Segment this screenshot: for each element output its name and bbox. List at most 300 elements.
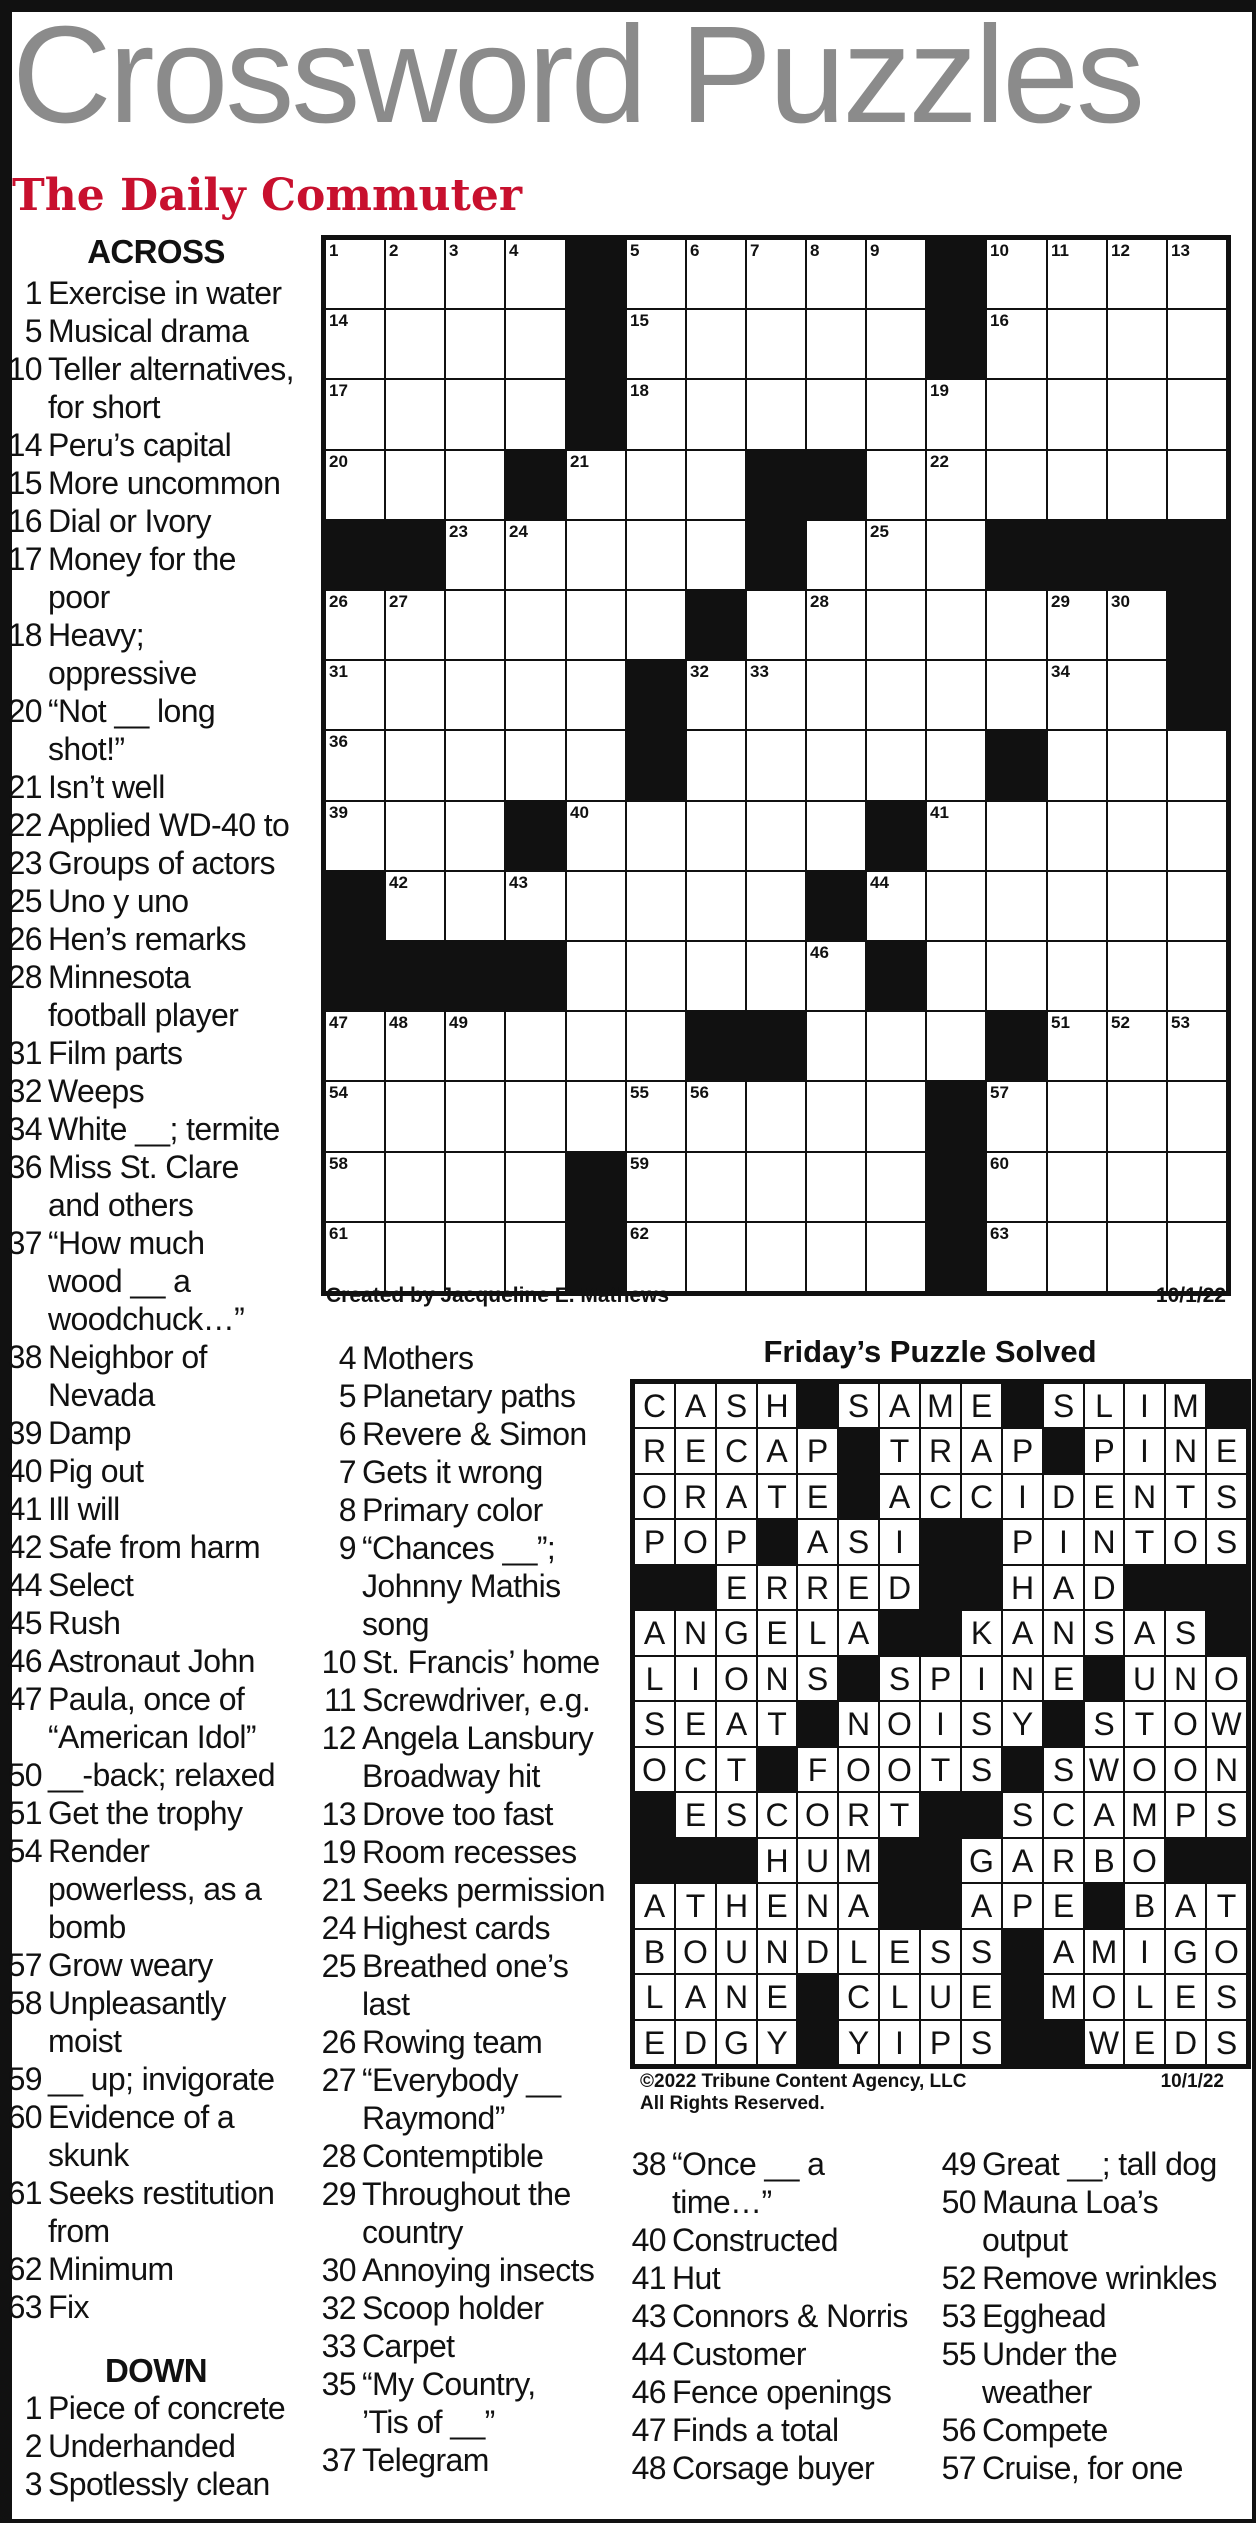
solution-cell [676,1429,715,1473]
grid-cell[interactable] [506,1082,565,1151]
grid-cell[interactable] [867,661,925,729]
grid-cell[interactable] [386,380,444,449]
grid-cell[interactable] [687,802,745,870]
grid-cell[interactable] [386,731,444,800]
clue-line [6,1148,239,1186]
solution-cell [1207,1429,1246,1473]
grid-cell[interactable] [1048,591,1106,659]
grid-cell[interactable] [1168,240,1226,308]
grid-cell[interactable] [987,872,1046,940]
solution-letter: I [895,1524,904,1560]
grid-cell[interactable] [687,380,745,449]
grid-cell[interactable] [1048,942,1106,1010]
grid-cell[interactable] [567,591,625,659]
clue-number: 1 [24,275,42,311]
solution-cell [1166,1475,1205,1518]
clue-text: Throughout the [362,2176,571,2212]
clue-line [628,2145,824,2183]
grid-cell[interactable] [867,872,925,940]
grid-cell[interactable] [1108,942,1166,1010]
grid-cell[interactable] [1168,310,1226,378]
grid-cell[interactable] [326,310,384,378]
grid-cell[interactable] [807,1223,865,1291]
grid-cell[interactable] [386,661,444,729]
grid-cell[interactable] [506,731,565,800]
grid-cell[interactable] [627,1082,685,1151]
grid-cell[interactable] [446,591,504,659]
grid-cell[interactable] [927,661,985,729]
grid-cell[interactable] [446,1012,504,1080]
grid-cell[interactable] [506,380,565,449]
clue-line [6,1452,143,1490]
clue-number: 2 [24,2428,42,2464]
grid-cell[interactable] [386,802,444,870]
solution-letter: O [1173,1706,1198,1742]
grid-cell[interactable] [1048,240,1106,308]
grid-cell[interactable] [747,240,805,308]
grid-cell[interactable] [687,310,745,378]
clue-text: Nevada [48,1377,155,1413]
clue-text: Uno y uno [48,883,189,919]
cell-number: 47 [329,1013,348,1032]
clue-line [6,1984,226,2022]
clue-number: 62 [7,2251,42,2287]
clue-text: “Once __ a [672,2146,825,2182]
grid-cell[interactable] [687,872,745,940]
grid-cell[interactable] [446,1153,504,1221]
grid-cell[interactable] [867,1082,925,1151]
grid-cell[interactable] [1168,802,1226,870]
grid-cell[interactable] [807,1082,865,1151]
grid-cell[interactable] [987,240,1046,308]
grid-cell[interactable] [446,310,504,378]
grid-cell[interactable] [747,942,805,1010]
clue-text: Applied WD-40 to [48,807,290,843]
grid-cell[interactable] [446,802,504,870]
grid-cell[interactable] [867,380,925,449]
grid-cell[interactable] [927,451,985,519]
clue-line [6,1338,207,1376]
grid-cell[interactable] [1108,451,1166,519]
grid-cell[interactable] [326,380,384,449]
solution-cell [635,1429,674,1473]
grid-cell[interactable] [867,591,925,659]
clue-line [6,2098,234,2136]
grid-cell[interactable] [446,1223,504,1291]
grid-cell[interactable] [326,1082,384,1151]
grid-cell[interactable] [386,451,444,519]
grid-cell[interactable] [1048,731,1106,800]
solution-black-square [1085,1657,1123,1700]
grid-cell[interactable] [987,451,1046,519]
grid-cell[interactable] [1048,802,1106,870]
solution-cell [635,1384,674,1427]
grid-cell[interactable] [326,451,384,519]
grid-cell[interactable] [747,1153,805,1221]
grid-cell[interactable] [1108,591,1166,659]
solution-black-square [962,1793,1001,1837]
grid-cell[interactable] [386,240,444,308]
grid-cell[interactable] [927,591,985,659]
grid-cell[interactable] [687,661,745,729]
grid-cell[interactable] [326,1223,384,1291]
grid-cell[interactable] [567,872,625,940]
grid-cell[interactable] [687,521,745,589]
grid-cell[interactable] [987,1082,1046,1151]
grid-cell[interactable] [927,380,985,449]
solution-letter: T [1134,1706,1155,1742]
solution-cell [880,1748,919,1791]
grid-cell[interactable] [627,942,685,1010]
grid-cell[interactable] [927,731,985,800]
grid-cell[interactable] [1108,661,1166,729]
solution-letter: S [1215,1479,1238,1515]
grid-cell[interactable] [1108,380,1166,449]
grid-cell[interactable] [446,521,504,589]
grid-cell[interactable] [927,1012,985,1080]
grid-cell[interactable] [987,1223,1046,1291]
grid-cell[interactable] [687,1082,745,1151]
grid-cell[interactable] [627,591,685,659]
solution-letter: U [1132,1661,1157,1697]
solution-cell [1166,1884,1205,1928]
grid-cell[interactable] [687,1153,745,1221]
grid-cell[interactable] [386,872,444,940]
clue-number: 35 [321,2366,356,2402]
grid-cell[interactable] [1168,731,1226,800]
solution-cell [635,1702,674,1746]
grid-cell[interactable] [627,1012,685,1080]
grid-cell[interactable] [1168,1012,1226,1080]
grid-cell[interactable] [987,1153,1046,1221]
grid-cell[interactable] [987,380,1046,449]
grid-cell[interactable] [567,521,625,589]
grid-cell[interactable] [807,802,865,870]
solution-letter: R [805,1570,830,1606]
grid-cell[interactable] [1168,451,1226,519]
grid-cell[interactable] [326,802,384,870]
grid-cell[interactable] [1168,380,1226,449]
solution-letter: E [725,1570,748,1606]
clue-line [6,958,190,996]
solution-letter: Y [847,2025,870,2061]
grid-cell[interactable] [1048,451,1106,519]
grid-cell[interactable] [386,310,444,378]
grid-cell[interactable] [1108,802,1166,870]
solution-letter: E [643,2025,666,2061]
grid-cell[interactable] [627,380,685,449]
clue-line [6,350,294,388]
grid-cell[interactable] [807,661,865,729]
solution-cell [1125,1748,1164,1791]
black-square [1168,521,1226,589]
clue-line [318,1795,553,1833]
grid-cell[interactable] [927,942,985,1010]
grid-cell[interactable] [567,1012,625,1080]
grid-cell[interactable] [446,240,504,308]
solution-cell [1044,1748,1083,1791]
grid-cell[interactable] [807,521,865,589]
grid-cell[interactable] [747,380,805,449]
grid-cell[interactable] [1108,872,1166,940]
grid-cell[interactable] [807,1012,865,1080]
grid-cell[interactable] [807,591,865,659]
grid-cell[interactable] [326,591,384,659]
grid-cell[interactable] [627,240,685,308]
clue-line [6,654,197,692]
solution-letter: A [847,1615,870,1651]
grid-cell[interactable] [927,521,985,589]
grid-cell[interactable] [386,1082,444,1151]
grid-cell[interactable] [567,661,625,729]
grid-cell[interactable] [747,591,805,659]
solution-letter: A [684,1979,707,2015]
cell-number: 4 [509,241,519,260]
clue-number: 3 [24,2466,42,2502]
grid-cell[interactable] [506,591,565,659]
grid-cell[interactable] [326,1012,384,1080]
grid-cell[interactable] [987,591,1046,659]
grid-cell[interactable] [687,731,745,800]
grid-cell[interactable] [386,591,444,659]
grid-cell[interactable] [627,310,685,378]
clue-text: Screwdriver, e.g. [362,1682,591,1718]
grid-cell[interactable] [1048,872,1106,940]
solution-cell [1003,1429,1042,1473]
grid-cell[interactable] [807,731,865,800]
solution-cell [635,1930,674,1973]
solution-letter: O [805,1797,830,1833]
grid-cell[interactable] [747,731,805,800]
grid-cell[interactable] [1048,1012,1106,1080]
grid-cell[interactable] [987,802,1046,870]
grid-cell[interactable] [567,942,625,1010]
solution-letter: P [1011,1433,1034,1469]
clue-line [318,1415,587,1453]
grid-cell[interactable] [326,661,384,729]
grid-cell[interactable] [867,1012,925,1080]
solution-black-square [921,1793,960,1837]
solution-letter: O [1173,1752,1198,1788]
solution-cell [1207,1884,1246,1928]
grid-cell[interactable] [506,661,565,729]
cell-number: 44 [870,873,889,892]
grid-cell[interactable] [446,731,504,800]
solution-cell [1044,1475,1083,1518]
grid-cell[interactable] [867,1153,925,1221]
cell-number: 41 [930,803,949,822]
solution-letter: G [1173,1934,1198,1970]
grid-cell[interactable] [567,451,625,519]
grid-cell[interactable] [1108,1012,1166,1080]
grid-cell[interactable] [1108,240,1166,308]
grid-cell[interactable] [747,802,805,870]
grid-cell[interactable] [867,1223,925,1291]
solution-cell [758,1839,796,1882]
grid-cell[interactable] [567,802,625,870]
grid-cell[interactable] [627,872,685,940]
grid-cell[interactable] [1168,942,1226,1010]
clue-number: 10 [7,351,42,387]
solution-black-square [676,1566,715,1609]
down-heading: DOWN [104,2352,208,2389]
grid-cell[interactable] [1168,872,1226,940]
clue-line [6,1376,155,1414]
clue-line [6,1832,149,1870]
grid-cell[interactable] [506,1223,565,1291]
solution-cell [676,1930,715,1973]
grid-cell[interactable] [506,521,565,589]
grid-cell[interactable] [1048,1223,1106,1291]
solution-cell [717,1520,756,1564]
grid-cell[interactable] [987,942,1046,1010]
grid-cell[interactable] [506,872,565,940]
grid-cell[interactable] [1168,1223,1226,1291]
grid-cell[interactable] [627,802,685,870]
grid-cell[interactable] [506,240,565,308]
clue-text: Dial or Ivory [48,503,211,539]
cell-number: 31 [329,662,348,681]
solution-black-square [962,1566,1001,1609]
solution-letter: N [1173,1433,1198,1469]
grid-cell[interactable] [1048,661,1106,729]
cell-number: 51 [1051,1013,1070,1032]
grid-cell[interactable] [446,661,504,729]
solution-letter: S [1215,1524,1238,1560]
grid-cell[interactable] [687,1223,745,1291]
grid-cell[interactable] [386,1223,444,1291]
grid-cell[interactable] [927,872,985,940]
grid-cell[interactable] [446,1082,504,1151]
grid-cell[interactable] [1108,1223,1166,1291]
black-square [927,1153,985,1221]
grid-cell[interactable] [1108,1153,1166,1221]
grid-cell[interactable] [807,380,865,449]
solution-letter: G [724,1615,749,1651]
grid-cell[interactable] [1048,1153,1106,1221]
clue-text: Safe from harm [48,1529,261,1565]
solution-cell [1003,1793,1042,1837]
solution-letter: L [645,1661,664,1697]
grid-cell[interactable] [506,310,565,378]
grid-cell[interactable] [446,872,504,940]
cell-number: 17 [329,381,348,400]
solution-black-square [1044,1702,1083,1746]
grid-cell[interactable] [627,1153,685,1221]
grid-cell[interactable] [687,942,745,1010]
cell-number: 55 [630,1083,649,1102]
black-square [567,240,625,308]
grid-cell[interactable] [867,451,925,519]
grid-cell[interactable] [627,1223,685,1291]
grid-cell[interactable] [867,521,925,589]
solution-cell [962,1975,1001,2019]
grid-cell[interactable] [627,451,685,519]
black-square [687,591,745,659]
solution-cell [1044,1930,1083,1973]
grid-cell[interactable] [747,1223,805,1291]
grid-cell[interactable] [747,1082,805,1151]
grid-cell[interactable] [867,731,925,800]
grid-cell[interactable] [807,1153,865,1221]
grid-cell[interactable] [386,1012,444,1080]
solution-cell [1044,1975,1083,2019]
grid-cell[interactable] [687,451,745,519]
grid-cell[interactable] [987,661,1046,729]
clue-number: 44 [631,2336,666,2372]
grid-cell[interactable] [1048,380,1106,449]
grid-cell[interactable] [1108,731,1166,800]
grid-cell[interactable] [386,1153,444,1221]
solution-letter: R [846,1797,871,1833]
solution-letter: I [1140,1433,1149,1469]
grid-cell[interactable] [1048,1082,1106,1151]
solution-cell [1125,2021,1164,2064]
grid-cell[interactable] [687,240,745,308]
grid-cell[interactable] [506,1153,565,1221]
solution-cell [798,1839,837,1882]
grid-cell[interactable] [747,310,805,378]
grid-cell[interactable] [807,310,865,378]
solution-cell [1003,1520,1042,1564]
grid-cell[interactable] [1168,1153,1226,1221]
clue-line [938,2411,1108,2449]
grid-cell[interactable] [867,240,925,308]
grid-cell[interactable] [506,1012,565,1080]
solution-cell [1044,1884,1083,1928]
grid-cell[interactable] [1168,1082,1226,1151]
solution-cell [1166,1520,1205,1564]
grid-cell[interactable] [867,310,925,378]
grid-cell[interactable] [326,731,384,800]
solution-cell [1085,1748,1123,1791]
grid-cell[interactable] [747,661,805,729]
grid-cell[interactable] [807,942,865,1010]
clue-number: 10 [321,1644,356,1680]
grid-cell[interactable] [1108,310,1166,378]
grid-cell[interactable] [807,240,865,308]
clue-text: Pig out [48,1453,144,1489]
solution-letter: G [724,2025,749,2061]
grid-cell[interactable] [567,731,625,800]
solution-cell [962,1657,1001,1700]
grid-cell[interactable] [446,451,504,519]
clue-number: 50 [7,1757,42,1793]
grid-cell[interactable] [567,1082,625,1151]
solution-cell [676,1611,715,1655]
solution-black-square [962,1520,1001,1564]
grid-cell[interactable] [326,1153,384,1221]
solution-letter: C [683,1752,708,1788]
solution-cell [880,1793,919,1837]
clue-text: Seeks permission [362,1872,605,1908]
solution-letter: S [643,1706,666,1742]
solution-cell [1207,1793,1246,1837]
clue-text: Minnesota [48,959,191,995]
grid-cell[interactable] [446,380,504,449]
grid-cell[interactable] [1048,310,1106,378]
grid-cell[interactable] [326,240,384,308]
grid-cell[interactable] [927,802,985,870]
solution-cell [758,1657,796,1700]
grid-cell[interactable] [747,872,805,940]
cell-number: 63 [990,1224,1009,1243]
grid-cell[interactable] [1108,1082,1166,1151]
grid-cell[interactable] [987,310,1046,378]
grid-cell[interactable] [627,521,685,589]
clue-line [6,1794,242,1832]
clue-number: 63 [7,2289,42,2325]
